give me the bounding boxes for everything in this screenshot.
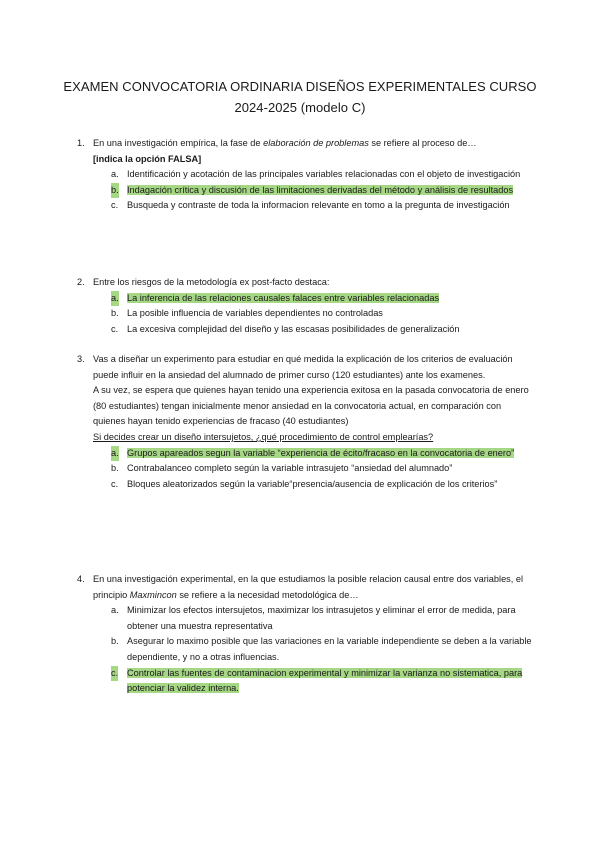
document-title (60, 76, 540, 118)
question-1 (77, 136, 533, 214)
options-list (93, 446, 533, 493)
option-b[interactable]: b. La posible influencia de variables dependientes no controladas (111, 308, 383, 319)
option-a[interactable]: a. Minimizar los efectos intersujetos, maximizar los intrasujetos y eliminar el error de medida, para obtener una muestra representativa (111, 605, 516, 631)
option-c[interactable]: c. Busqueda y contraste de toda la informacion relevante en tomo a la pregunta de investigación (111, 200, 510, 211)
question-number: 4. (77, 574, 85, 584)
question-stem: En una investigación experimental, en la que estudiamos la posible relacion causal entre dos variables, el principio Maxmincon se refiere a la necesidad metodológica de… (93, 574, 524, 600)
title-line-2: 2024-2025 (modelo C) (234, 100, 366, 115)
options-list (93, 291, 533, 338)
question-3 (77, 352, 533, 492)
question-number: 2. (77, 277, 85, 287)
option-a-correct[interactable]: a. Grupos apareados segun la variable “experiencia de écito/fracaso en la convocatoria de enero” (93, 446, 533, 462)
title-line-1: EXAMEN CONVOCATORIA ORDINARIA DISEÑOS EXPERIMENTALES CURSO (63, 79, 537, 94)
options-list (93, 167, 533, 214)
option-b[interactable]: b. Asegurar lo maximo posible que las variaciones en la variable independiente se deben a la variable dependiente, y no a otras influencias. (111, 636, 532, 662)
question-stem: Vas a diseñar un experimento para estudiar en qué medida la explicación de los criterios de evaluación puede influir en la ansiedad del alumnado de primer curso (120 estudiantes) ante los examenes. (93, 354, 513, 380)
question-instruction: [indica la opción FALSA] (93, 153, 202, 164)
question-4 (77, 572, 533, 697)
question-stem: Entre los riesgos de la metodología ex post-facto destaca: (93, 277, 330, 287)
options-list (93, 603, 533, 697)
question-stem: En una investigación empírica, la fase de elaboración de problemas se refiere al proceso de… (93, 138, 477, 148)
option-a[interactable]: a. Identificación y acotación de las principales variables relacionadas con el objeto de investigación (111, 169, 521, 180)
question-number: 3. (77, 354, 85, 364)
question-number: 1. (77, 138, 85, 148)
question-stem-continued: A su vez, se espera que quienes hayan tenido una experiencia exitosa en la pasada convocatoria de enero (80 estudiantes) tengan inicialmente menor ansiedad en la convocatoria actual, en comparación con quienes hayan tenido experiencias de fracaso (40 estudiantes) (93, 385, 529, 427)
option-a-correct[interactable]: a. La inferencia de las relaciones causales falaces entre variables relacionadas (93, 291, 533, 307)
option-b-correct[interactable]: b. Indagación crítica y discusión de las limitaciones derivadas del método y análisis de resultados (93, 183, 533, 199)
option-c-correct[interactable]: c. Controlar las fuentes de contaminacion experimental y minimizar la varianza no sistematica, para potenciar la validez interna. (111, 667, 523, 694)
question-2 (77, 275, 533, 337)
option-b[interactable]: b. Contrabalanceo completo según la variable intrasujeto “ansiedad del alumnado” (111, 463, 453, 474)
option-c[interactable]: c. La excesiva complejidad del diseño y las escasas posibilidades de generalización (111, 323, 460, 334)
question-prompt: Si decides crear un diseño intersujetos, ¿qué procedimiento de control emplearías? (93, 431, 434, 442)
option-c[interactable]: c. Bloques aleatorizados según la variable“presencia/ausencia de explicación de los criterios” (111, 478, 498, 489)
